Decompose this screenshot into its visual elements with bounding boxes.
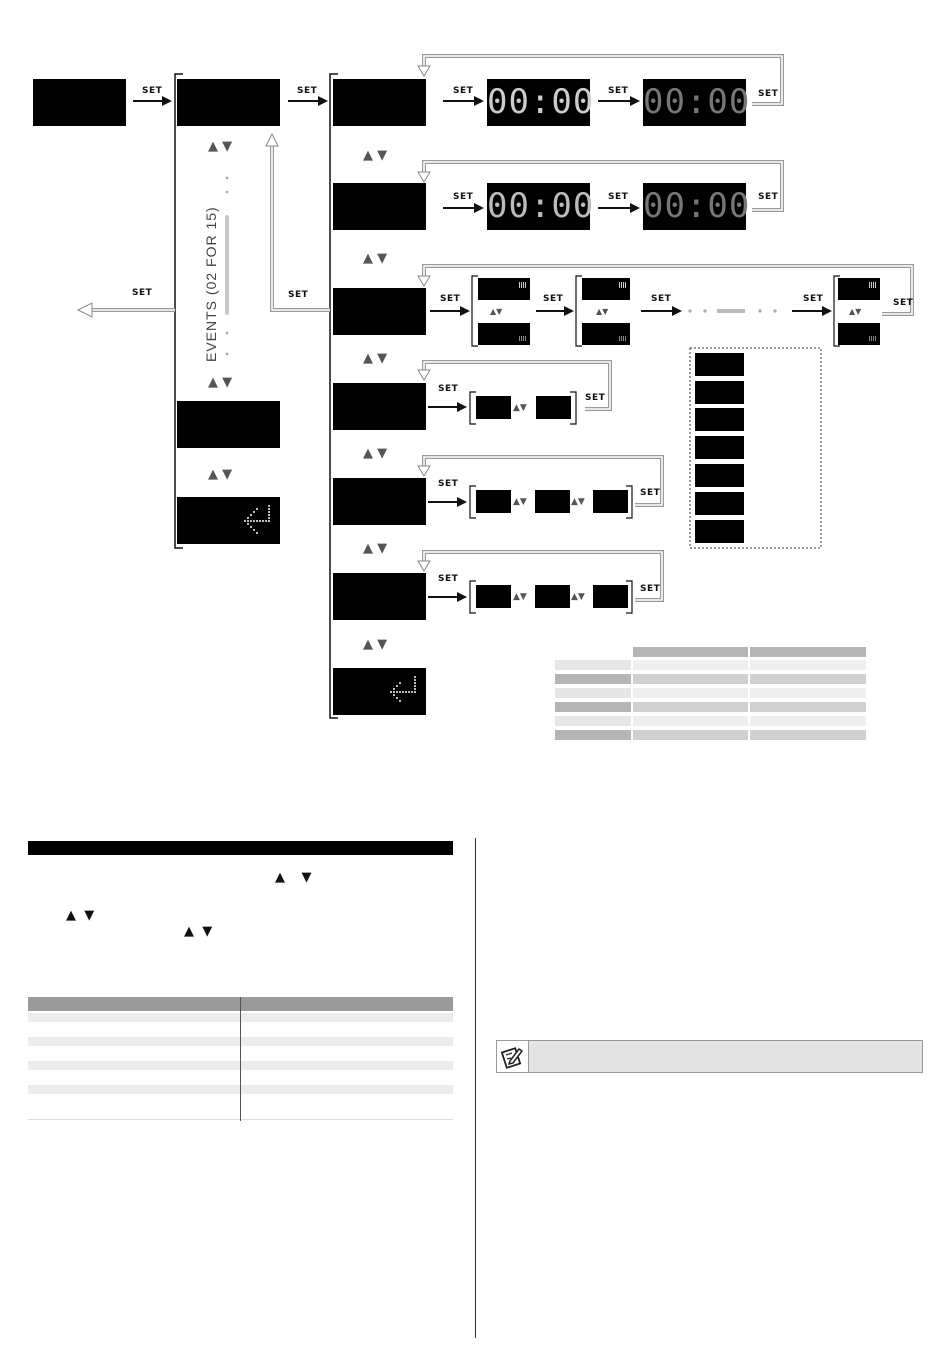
- up-down-arrows: ▲ ▼: [363, 251, 388, 266]
- up-down-arrows: ▲ ▼: [275, 870, 312, 885]
- lcd-submenu-6: [333, 573, 426, 620]
- lcd-submenu-1: [333, 79, 426, 126]
- lcd-start: [33, 79, 126, 126]
- clock-display-1b: 00:00: [643, 79, 746, 126]
- up-down-arrows: ▲ ▼: [208, 375, 233, 390]
- up-down-arrows: ▲ ▼: [208, 467, 233, 482]
- section-header-bar: [28, 841, 453, 855]
- set-label: SET: [758, 89, 779, 99]
- clock-display-1a: 00:00: [487, 79, 590, 126]
- set-label: SET: [640, 584, 661, 594]
- up-down-arrows: ▲ ▼: [66, 908, 95, 923]
- events-label: EVENTS (02 FOR 15): [203, 206, 219, 362]
- up-down-arrows: ▲ ▼: [363, 446, 388, 461]
- note-box: [496, 1040, 923, 1073]
- set-label: SET: [297, 86, 318, 96]
- lcd-event-last: [177, 401, 280, 448]
- set-label: SET: [288, 290, 309, 300]
- set-label: SET: [440, 294, 461, 304]
- set-label: SET: [453, 192, 474, 202]
- settings-table: [28, 997, 453, 1121]
- mini-lcd-a-top: [478, 278, 530, 300]
- up-down-arrows: ▲ ▼: [363, 351, 388, 366]
- option-lcd-3: [695, 408, 744, 431]
- value-lcd-6a: [476, 585, 511, 608]
- option-lcd-7: [695, 520, 744, 543]
- set-label: SET: [438, 384, 459, 394]
- option-lcd-6: [695, 492, 744, 515]
- lcd-submenu-5: [333, 478, 426, 525]
- up-down-arrows: ▲▼: [513, 497, 527, 507]
- up-down-arrows: ▲▼: [849, 307, 862, 316]
- set-label: SET: [608, 86, 629, 96]
- value-lcd-4a: [476, 396, 511, 419]
- value-lcd-5b: [535, 490, 570, 513]
- up-down-arrows: ▲ ▼: [363, 148, 388, 163]
- lcd-events: [177, 79, 280, 126]
- set-label: SET: [142, 86, 163, 96]
- lcd-submenu-2: [333, 183, 426, 230]
- set-label: SET: [640, 488, 661, 498]
- value-lcd-4b: [536, 396, 571, 419]
- option-lcd-4: [695, 436, 744, 459]
- mini-lcd-b-bottom: [582, 323, 630, 345]
- up-down-arrows: ▲ ▼: [363, 637, 388, 652]
- mini-lcd-a-bottom: [478, 323, 530, 345]
- set-label: SET: [893, 298, 914, 308]
- up-down-arrows: ▲▼: [596, 307, 609, 316]
- set-label: SET: [585, 393, 606, 403]
- set-label: SET: [438, 479, 459, 489]
- mini-lcd-b-top: [582, 278, 630, 300]
- clock-display-2a: 00:00: [487, 183, 590, 230]
- note-pencil-icon: [497, 1041, 529, 1072]
- mini-lcd-c-bottom: [838, 323, 880, 345]
- option-lcd-1: [695, 353, 744, 376]
- value-lcd-5c: [593, 490, 628, 513]
- lcd-submenu-3: [333, 288, 426, 335]
- up-down-arrows: ▲▼: [571, 592, 585, 602]
- lcd-back-1: [177, 497, 280, 544]
- set-label: SET: [453, 86, 474, 96]
- lcd-submenu-4: [333, 383, 426, 430]
- up-down-arrows: ▲ ▼: [363, 541, 388, 556]
- up-down-arrows: ▲ ▼: [208, 139, 233, 154]
- column-divider: [475, 838, 476, 1338]
- lcd-back-2: [333, 668, 426, 715]
- set-label: SET: [803, 294, 824, 304]
- set-label: SET: [608, 192, 629, 202]
- back-arrow-icon: [384, 674, 420, 710]
- set-label: SET: [758, 192, 779, 202]
- value-lcd-6c: [593, 585, 628, 608]
- option-lcd-5: [695, 464, 744, 487]
- set-label: SET: [651, 294, 672, 304]
- up-down-arrows: ▲▼: [490, 307, 503, 316]
- up-down-arrows: ▲ ▼: [184, 924, 213, 939]
- set-label: SET: [438, 574, 459, 584]
- option-lcd-2: [695, 381, 744, 404]
- set-label: SET: [132, 288, 153, 298]
- back-arrow-icon: [238, 503, 274, 539]
- value-lcd-6b: [535, 585, 570, 608]
- value-lcd-5a: [476, 490, 511, 513]
- up-down-arrows: ▲▼: [513, 592, 527, 602]
- up-down-arrows: ▲▼: [513, 403, 527, 413]
- parameter-table: [555, 647, 866, 743]
- set-label: SET: [543, 294, 564, 304]
- up-down-arrows: ▲▼: [571, 497, 585, 507]
- mini-lcd-c-top: [838, 278, 880, 300]
- clock-display-2b: 00:00: [643, 183, 746, 230]
